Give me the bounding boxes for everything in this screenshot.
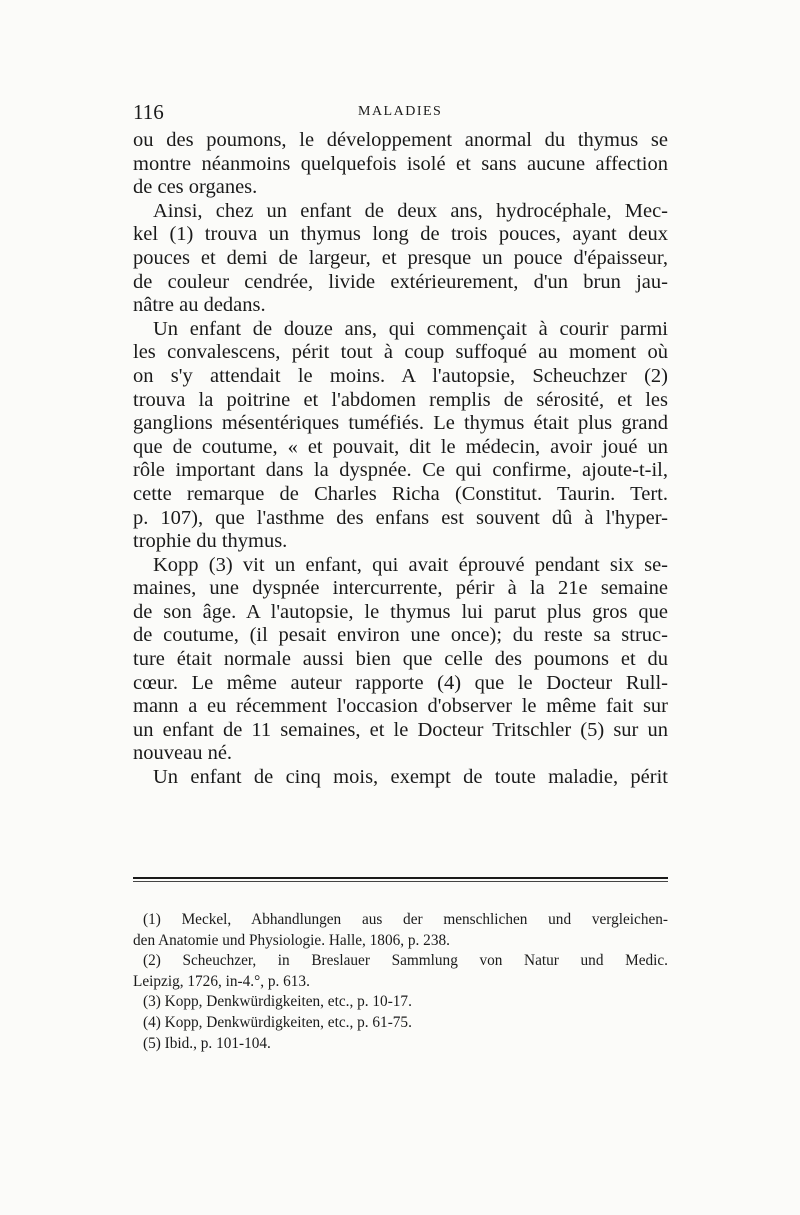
text-line: de ces organes. <box>133 176 258 199</box>
text-line: cette remarque de Charles Richa (Constitut. Taurin. Tert. <box>133 482 668 505</box>
text-line: kel (1) trouva un thymus long de trois pouces, ayant deux <box>133 223 668 246</box>
text-line: Un enfant de cinq mois, exempt de toute maladie, périt <box>153 766 668 789</box>
running-head: MALADIES <box>358 104 443 119</box>
text-line: que de coutume, « et pouvait, dit le médecin, avoir joué un <box>133 435 668 458</box>
footnote-line: (1) Meckel, Abhandlungen aus der menschlichen und vergleichen- <box>143 911 668 928</box>
text-line: nâtre au dedans. <box>133 294 266 317</box>
footnote-line: (3) Kopp, Denkwürdigkeiten, etc., p. 10-17. <box>143 993 412 1011</box>
text-line: montre néanmoins quelquefois isolé et sans aucune affection <box>133 152 668 175</box>
text-line: nouveau né. <box>133 742 233 765</box>
footnote-rule <box>133 877 668 879</box>
text-line: pouces et demi de largeur, et presque un pouce d'épaisseur, <box>133 246 668 269</box>
text-line: trouva la poitrine et l'abdomen remplis de sérosité, et les <box>133 388 668 411</box>
text-line: de coutume, (il pesait environ une once); du reste sa struc- <box>133 624 668 647</box>
text-line: ganglions mésentériques tuméfiés. Le thymus était plus grand <box>133 412 668 435</box>
text-line: Un enfant de douze ans, qui commençait à courir parmi <box>153 317 668 340</box>
text-line: de couleur cendrée, livide extérieurement, d'un brun jau- <box>133 270 668 293</box>
footnote-line: (2) Scheuchzer, in Breslauer Sammlung von Natur und Medic. <box>143 952 668 970</box>
footnote-line: (5) Ibid., p. 101-104. <box>143 1034 271 1052</box>
text-line: on s'y attendait le moins. A l'autopsie, Scheuchzer (2) <box>133 364 668 387</box>
text-line: de son âge. A l'autopsie, le thymus lui parut plus gros que <box>133 600 668 623</box>
footnote-line: den Anatomie und Physiologie. Halle, 1806, p. 238. <box>133 931 450 949</box>
footnote-line: Leipzig, 1726, in-4.°, p. 613. <box>133 972 310 990</box>
page-number: 116 <box>133 100 164 124</box>
footnote-rule-thin <box>133 881 668 882</box>
text-line: Ainsi, chez un enfant de deux ans, hydrocéphale, Mec- <box>153 199 668 222</box>
text-line: ture était normale aussi bien que celle des poumons et du <box>133 648 668 671</box>
text-line: p. 107), que l'asthme des enfans est souvent dû à l'hyper- <box>133 506 668 529</box>
footnotes <box>133 910 668 1054</box>
text-line: trophie du thymus. <box>133 530 288 553</box>
text-line: mann a eu récemment l'occasion d'observer le même fait sur <box>133 695 668 718</box>
text-line: un enfant de 11 semaines, et le Docteur Tritschler (5) sur un <box>133 718 668 741</box>
body-text <box>133 129 668 790</box>
text-line: ou des poumons, le développement anormal du thymus se <box>133 129 668 151</box>
text-line: maines, une dyspnée intercurrente, périr à la 21e semaine <box>133 577 668 600</box>
text-line: rôle important dans la dyspnée. Ce qui confirme, ajoute-t-il, <box>133 459 668 482</box>
text-line: cœur. Le même auteur rapporte (4) que le Docteur Rull- <box>133 671 668 694</box>
footnote-line: (4) Kopp, Denkwürdigkeiten, etc., p. 61-75. <box>143 1013 412 1031</box>
page-header <box>133 100 668 124</box>
text-line: Kopp (3) vit un enfant, qui avait éprouvé pendant six se- <box>153 553 668 576</box>
text-line: les convalescens, périt tout à coup suffoqué au moment où <box>133 341 668 364</box>
